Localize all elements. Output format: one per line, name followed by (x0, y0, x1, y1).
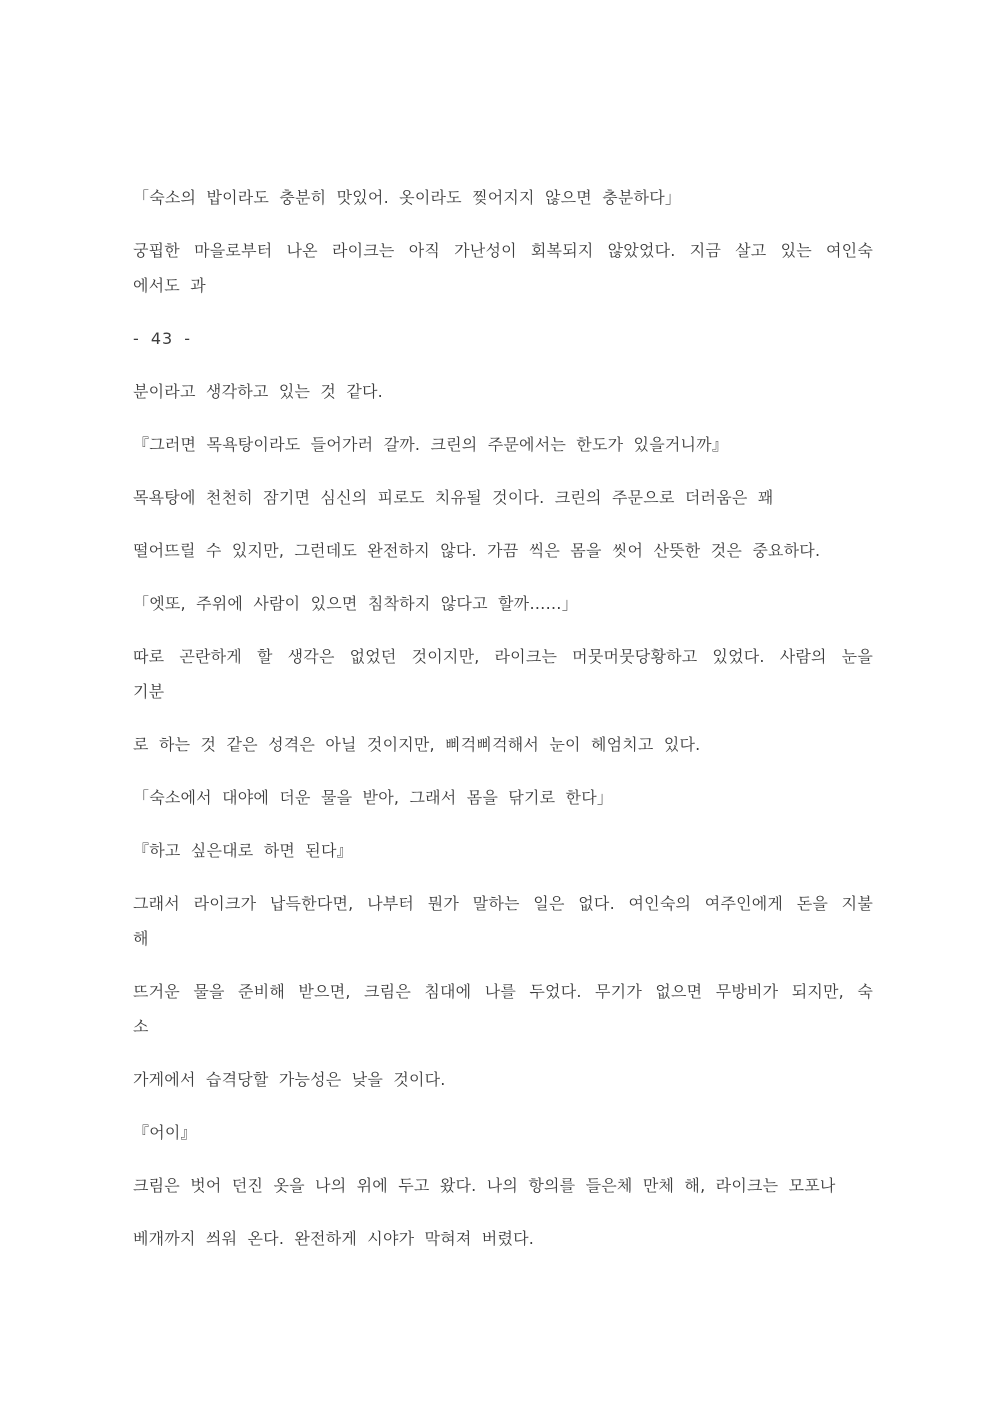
paragraph (133, 639, 873, 709)
paragraph (133, 727, 873, 762)
text-line: 로 하는 것 같은 성격은 아닐 것이지만, 삐걱삐걱해서 눈이 헤엄치고 있다. (133, 735, 701, 754)
paragraph (133, 1115, 873, 1150)
paragraph (133, 427, 873, 462)
text-line: 베개까지 씌워 온다. 완전하게 시야가 막혀져 버렸다. (133, 1229, 535, 1248)
paragraph (133, 586, 873, 621)
text-line: 뜨거운 물을 준비해 받으면, 크림은 침대에 나를 두었다. 무기가 없으면 무방비가 되지만, 숙 (133, 982, 873, 1001)
paragraph (133, 1062, 873, 1097)
paragraph (133, 180, 873, 215)
paragraph (133, 233, 873, 303)
text-line: 소 (133, 1017, 149, 1036)
paragraph (133, 1221, 873, 1256)
paragraph (133, 374, 873, 409)
text-line: 기분 (133, 682, 165, 701)
text-line: 「숙소의 밥이라도 충분히 맛있어. 옷이라도 찢어지지 않으면 충분하다」 (133, 188, 682, 207)
text-content (133, 180, 873, 1274)
text-line: 『하고 싶은대로 하면 된다』 (133, 841, 353, 860)
page-number-marker (133, 321, 873, 356)
text-line: 가게에서 습격당할 가능성은 낮을 것이다. (133, 1070, 446, 1089)
text-line: 해 (133, 929, 149, 948)
paragraph (133, 886, 873, 956)
text-line: 「숙소에서 대야에 더운 물을 받아, 그래서 몸을 닦기로 한다」 (133, 788, 614, 807)
text-line: 「엣또, 주위에 사람이 있으면 침착하지 않다고 할까……」 (133, 594, 578, 613)
text-line: 『그러면 목욕탕이라도 들어가러 갈까. 크린의 주문에서는 한도가 있을거니까』 (133, 435, 729, 454)
text-line: 그래서 라이크가 납득한다면, 나부터 뭔가 말하는 일은 없다. 여인숙의 여주인에게 돈을 지불 (133, 894, 873, 913)
text-line: 따로 곤란하게 할 생각은 없었던 것이지만, 라이크는 머뭇머뭇당황하고 있었다. 사람의 눈을 (133, 647, 873, 666)
paragraph (133, 1168, 873, 1203)
paragraph (133, 533, 873, 568)
text-line: 크림은 벗어 던진 옷을 나의 위에 두고 왔다. 나의 항의를 들은체 만체 해, 라이크는 모포나 (133, 1176, 836, 1195)
text-line: 떨어뜨릴 수 있지만, 그런데도 완전하지 않다. 가끔 씩은 몸을 씻어 산뜻한 것은 중요하다. (133, 541, 821, 560)
paragraph (133, 480, 873, 515)
paragraph (133, 833, 873, 868)
text-line: 분이라고 생각하고 있는 것 같다. (133, 382, 383, 401)
text-line: 『어이』 (133, 1123, 197, 1142)
paragraph (133, 974, 873, 1044)
paragraph (133, 780, 873, 815)
text-line: 에서도 과 (133, 276, 206, 295)
text-line: 궁핍한 마을로부터 나온 라이크는 아직 가난성이 회복되지 않았었다. 지금 살고 있는 여인숙 (133, 241, 873, 260)
text-line: 목욕탕에 천천히 잠기면 심신의 피로도 치유될 것이다. 크린의 주문으로 더러움은 꽤 (133, 488, 774, 507)
text-line: - 43 - (133, 329, 192, 348)
